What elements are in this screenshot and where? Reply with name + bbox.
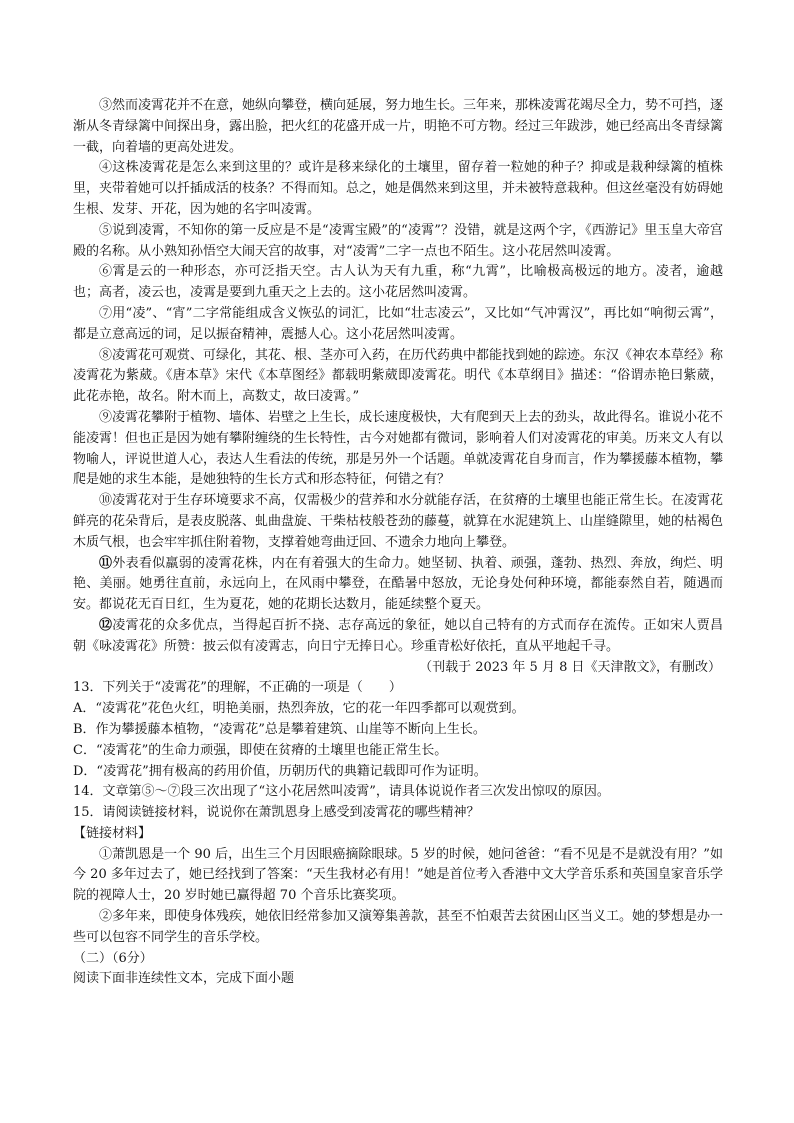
article-paragraph-12-text: 凌霄花的众多优点，当得起百折不挠、志存高远的象征，她以自己特有的方式而存在流传。正如宋人贾昌朝《咏凌霄花》所赞：披云似有凌霄志，向日宁无捧日心。珍重青松好依托，直从平地起千寻。 [73, 617, 723, 654]
question-13-stem: 13．下列关于“凌霄花”的理解，不正确的一项是（ ） [73, 680, 402, 696]
link-material-heading: 【链接材料】 [73, 825, 152, 841]
section-heading: （二）（6分） [73, 950, 153, 966]
article-paragraph-12 [73, 616, 723, 658]
question-13-option-d: D．“凌霄花”拥有极高的药用价值，历朝历代的典籍记载即可作为证明。 [73, 763, 487, 779]
article-paragraph-7: ⑦用“凌”、“宵”二字常能组成含义恢弘的词汇，比如“壮志凌云”，又比如“气冲霄汉”，再比如“响彻云霄”，都是立意高远的词，足以振奋精神，震撼人心。这小花居然叫凌霄。 [73, 305, 723, 342]
question-15: 15．请阅读链接材料，说说你在萧凯恩身上感受到凌霄花的哪些精神？ [73, 805, 480, 821]
article-paragraph-11 [73, 554, 723, 616]
exam-page [73, 96, 723, 990]
section-instruction: 阅读下面非连续性文本，完成下面小题 [73, 971, 295, 987]
question-13-option-b: B．作为攀援藤本植物，“凌霄花”总是攀着建筑、山崖等不断向上生长。 [73, 721, 486, 737]
link-material-paragraph-2: ②多年来，即使身体残疾，她依旧经常参加又演筹集善款，甚至不怕艰苦去贫困山区当义工。她的梦想是办一些可以包容不同学生的音乐学校。 [73, 909, 724, 945]
article-paragraph-6: ⑥霄是云的一种形态，亦可泛指天空。古人认为天有九重，称“九霄”，比喻极高极远的地方。凌者，逾越也；高者，凌云也，凌霄是要到九重天之上去的。这小花居然叫凌霄。 [73, 264, 723, 301]
question-13-option-c: C．“凌霄花”的生命力顽强，即使在贫瘠的土壤里也能正常生长。 [73, 742, 448, 758]
article-paragraph-8: ⑧凌霄花可观赏、可绿化，其花、根、茎亦可入药，在历代药典中都能找到她的踪迹。东汉《神农本草经》称凌霄花为紫葳。《唐本草》宋代《本草图经》都载明紫葳即凌霄花。明代《本草纲目》描述：“俗谓赤艳曰紫葳，此花赤艳，故名。附木而上，高数丈，故曰凌霄。” [73, 347, 724, 405]
paragraph-marker-12: ⑫ [99, 617, 113, 633]
article-paragraph-4: ④这株凌霄花是怎么来到这里的？或许是移来绿化的土壤里，留存着一粒她的种子？抑或是栽种绿篱的植株里，夹带着她可以扦插成活的枝条？不得而知。总之，她是偶然来到这里，并未被特意栽种。但这丝毫没有妨碍她生根、发芽、开花，因为她的名字叫凌霄。 [73, 160, 724, 217]
article [73, 96, 723, 678]
section-two [73, 949, 723, 991]
article-paragraph-3: ③然而凌霄花并不在意，她纵向攀登，横向延展，努力地生长。三年来，那株凌霄花竭尽全力，势不可挡，逐渐从冬青绿篱中间探出身，露出脸，把火红的花盛开成一片，明艳不可方物。经过三年跋涉，她已经高出冬青绿篱一截，向着墙的更高处进发。 [73, 98, 724, 155]
question-13-option-a: A．“凌霄花”花色火红，明艳美丽，热烈奔放，它的花一年四季都可以观赏到。 [73, 701, 525, 717]
link-material [73, 824, 723, 949]
article-paragraph-10: ⑩凌霄花对于生存环境要求不高，仅需极少的营养和水分就能存活，在贫瘠的土壤里也能正常生长。在凌霄花鲜亮的花朵背后，是表皮脱落、虬曲盘旋、干柴枯枝般苍劲的藤蔓，就算在水泥建筑上、山崖缝隙里，她的枯褐色木质气根，也会牢牢抓住附着物，支撑着她弯曲迂回、不遗余力地向上攀登。 [73, 493, 724, 550]
paragraph-marker-11: ⑪ [99, 555, 113, 571]
article-paragraph-11-text: 外表看似羸弱的凌霄花株，内在有着强大的生命力。她坚韧、执着、顽强，蓬勃、热烈、奔放，绚烂、明艳、美丽。她勇往直前，永远向上，在风雨中攀登，在酷暑中怒放，无论身处何种环境，都能泰然自若，随遇而安。都说花无百日红，生为夏花，她的花期长达数月，能延续整个夏天。 [73, 555, 723, 613]
link-material-paragraph-1: ①萧凯恩是一个 90 后，出生三个月因眼癌摘除眼球。5 岁的时候，她问爸爸：“看不见是不是就没有用？”如今 20 多年过去了，她已经找到了答案：“天生我材必有用！”她是首位考入香港中文大学音乐系和英国皇家音乐学院的视障人士，20 岁时她已赢得超 70 个音乐比赛奖项。 [73, 846, 723, 904]
article-source: （刊载于 2023 年 5 月 8 日《天津散文》，有删改） [419, 659, 721, 675]
question-14: 14．文章第⑤～⑦段三次出现了“这小花居然叫凌霄”，请具体说说作者三次发出惊叹的原因。 [73, 784, 610, 800]
article-paragraph-9: ⑨凌霄花攀附于植物、墙体、岩壁之上生长，成长速度极快，大有爬到天上去的劲头，故此得名。谁说小花不能凌霄！但也正是因为她有攀附缠绕的生长特性，古今对她都有微词，影响着人们对凌霄花的审美。历来文人有以物喻人，评说世道人心，表达人生看法的传统，那是另外一个话题。单就凌霄花自身而言，作为攀援藤本植物，攀爬是她的求生本能，是她独特的生长方式和形态特征，何错之有？ [73, 409, 724, 488]
article-paragraph-5: ⑤说到凌霄，不知你的第一反应是不是“凌霄宝殿”的“凌霄”？没错，就是这两个字，《西游记》里玉皇大帝宫殿的名称。从小熟知孙悟空大闹天宫的故事，对“凌霄”二字一点也不陌生。这小花居然叫凌霄。 [73, 222, 723, 259]
questions [73, 678, 723, 824]
